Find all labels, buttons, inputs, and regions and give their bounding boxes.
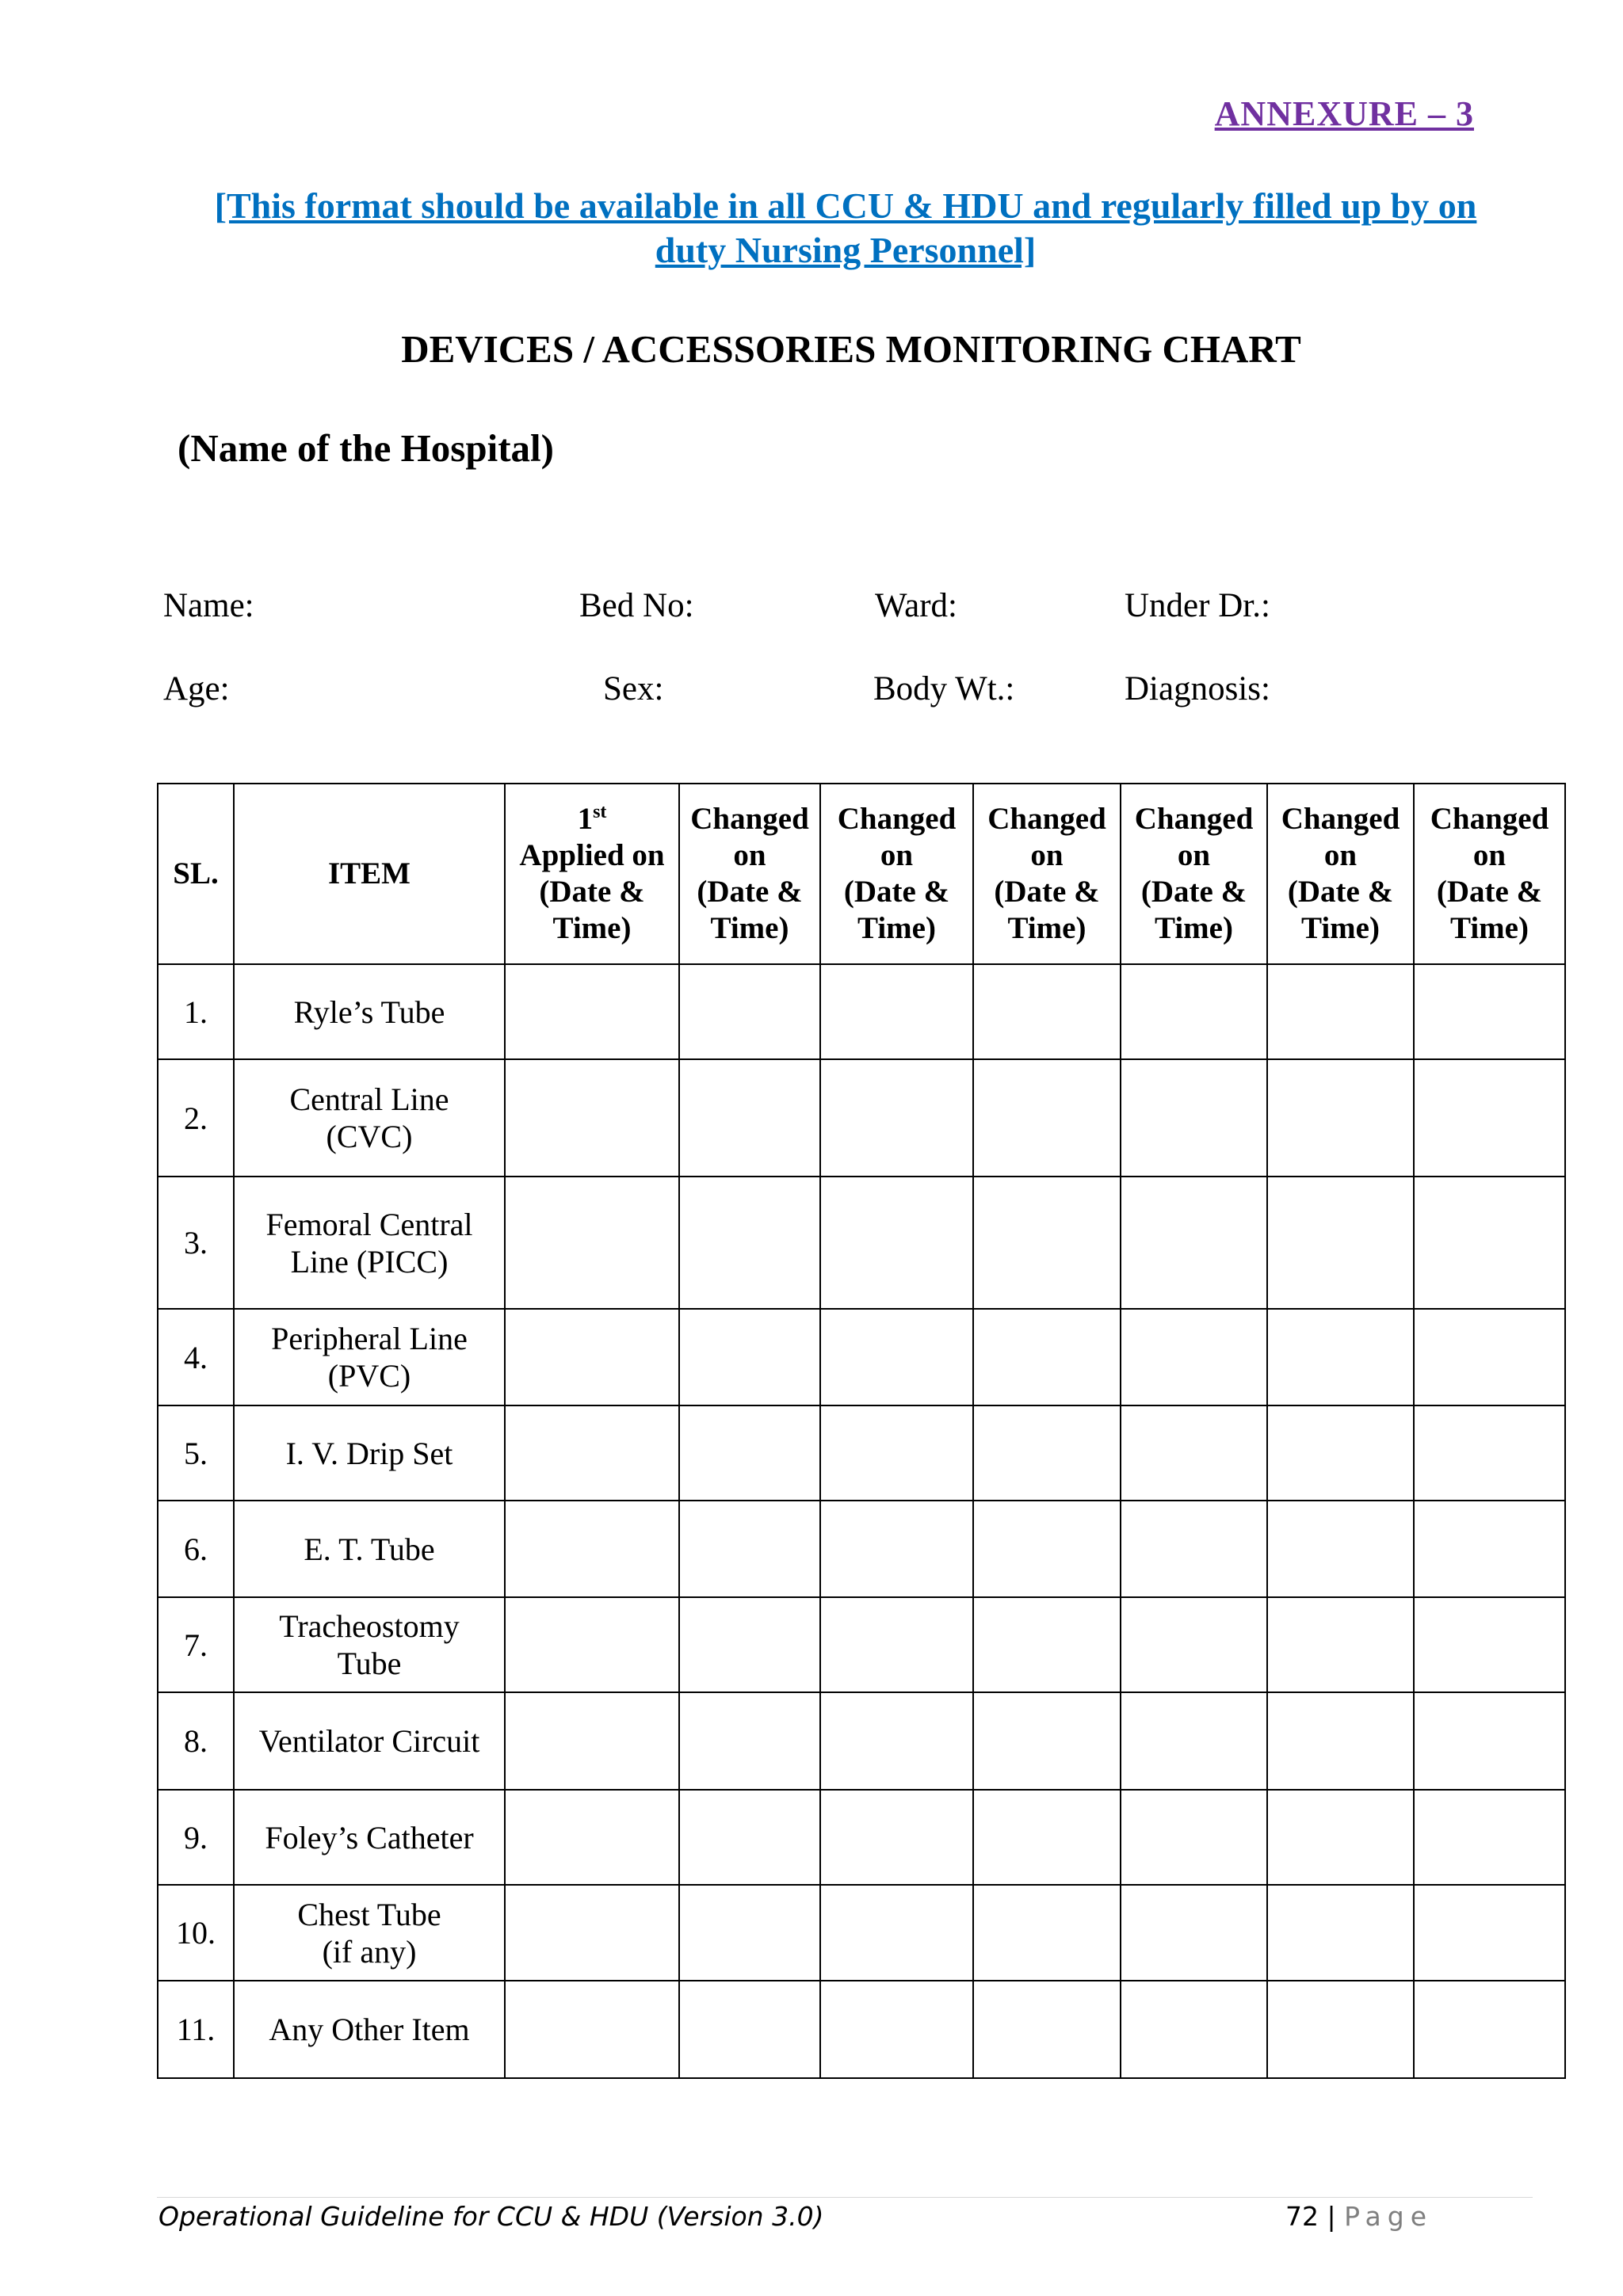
changed-on-entry-cell[interactable] xyxy=(1121,1981,1267,2078)
changed-on-entry-cell[interactable] xyxy=(820,1405,973,1501)
item-cell xyxy=(234,1501,505,1597)
header-item-label: ITEM xyxy=(327,856,411,891)
footer-page-info xyxy=(1285,2201,1433,2232)
changed-on-entry-cell[interactable] xyxy=(1267,1501,1414,1597)
under-dr-field: Under Dr.: xyxy=(1125,587,1270,624)
item-cell xyxy=(234,1885,505,1981)
changed-on-entry-cell[interactable] xyxy=(1267,1692,1414,1790)
changed-on-entry-cell[interactable] xyxy=(1414,1790,1565,1885)
changed-on-entry-cell[interactable] xyxy=(1121,1309,1267,1405)
changed-on-entry-cell[interactable] xyxy=(679,1981,820,2078)
table-row xyxy=(158,1405,1565,1501)
changed-on-entry-cell[interactable] xyxy=(1414,1309,1565,1405)
table-row xyxy=(158,964,1565,1059)
changed-on-entry-cell[interactable] xyxy=(1267,1790,1414,1885)
changed-on-entry-cell[interactable] xyxy=(973,1309,1121,1405)
changed-on-entry-cell[interactable] xyxy=(1267,1885,1414,1981)
header-changed-line-2: on xyxy=(1177,838,1211,872)
header-first-number: 1 xyxy=(577,802,594,836)
changed-on-entry-cell[interactable] xyxy=(679,1059,820,1177)
header-changed-line-2: on xyxy=(1030,838,1064,872)
changed-on-entry-cell[interactable] xyxy=(1121,1790,1267,1885)
item-cell xyxy=(234,1981,505,2078)
changed-on-entry-cell[interactable] xyxy=(1267,1405,1414,1501)
first-applied-entry-cell[interactable] xyxy=(505,1059,679,1177)
changed-on-entry-cell[interactable] xyxy=(820,1692,973,1790)
changed-on-entry-cell[interactable] xyxy=(1414,1501,1565,1597)
first-applied-entry-cell[interactable] xyxy=(505,1501,679,1597)
table-row xyxy=(158,1177,1565,1309)
header-sl xyxy=(158,784,234,964)
changed-on-entry-cell[interactable] xyxy=(1267,1981,1414,2078)
header-changed-line-2: on xyxy=(1323,838,1358,872)
footer-divider xyxy=(157,2197,1533,2198)
page-word: Page xyxy=(1344,2201,1434,2232)
sl-cell: 11. xyxy=(158,1981,234,2078)
item-name-line-2: (if any) xyxy=(322,1933,417,1970)
item-name-line-1: I. V. Drip Set xyxy=(285,1435,453,1471)
item-cell xyxy=(234,1177,505,1309)
header-changed-4 xyxy=(1121,784,1267,964)
header-changed-line-4: Time) xyxy=(1301,911,1380,945)
changed-on-entry-cell[interactable] xyxy=(973,1981,1121,2078)
first-applied-entry-cell[interactable] xyxy=(505,1885,679,1981)
changed-on-entry-cell[interactable] xyxy=(679,1177,820,1309)
item-name-line-1: E. T. Tube xyxy=(304,1531,435,1567)
changed-on-entry-cell[interactable] xyxy=(820,1790,973,1885)
item-cell xyxy=(234,1405,505,1501)
changed-on-entry-cell[interactable] xyxy=(973,1059,1121,1177)
header-changed-line-1: Changed xyxy=(1134,802,1254,836)
name-field: Name: xyxy=(163,587,254,624)
changed-on-entry-cell[interactable] xyxy=(679,1692,820,1790)
changed-on-entry-cell[interactable] xyxy=(820,1597,973,1692)
first-applied-entry-cell[interactable] xyxy=(505,964,679,1059)
first-applied-entry-cell[interactable] xyxy=(505,1405,679,1501)
changed-on-entry-cell[interactable] xyxy=(973,964,1121,1059)
footer-document-title: Operational Guideline for CCU & HDU (Version 3.0) xyxy=(158,2201,824,2232)
changed-on-entry-cell[interactable] xyxy=(1121,964,1267,1059)
header-changed-line-1: Changed xyxy=(690,802,809,836)
changed-on-entry-cell[interactable] xyxy=(679,1597,820,1692)
item-cell xyxy=(234,1692,505,1790)
sl-cell: 10. xyxy=(158,1885,234,1981)
changed-on-entry-cell[interactable] xyxy=(1414,1885,1565,1981)
sex-field: Sex: xyxy=(603,670,664,707)
changed-on-entry-cell[interactable] xyxy=(1121,1692,1267,1790)
header-first-line-4: Time) xyxy=(552,911,632,945)
sl-cell: 1. xyxy=(158,964,234,1059)
changed-on-entry-cell[interactable] xyxy=(1267,1309,1414,1405)
instruction-note-line-2: duty Nursing Personnel] xyxy=(655,230,1037,270)
changed-on-entry-cell[interactable] xyxy=(820,1309,973,1405)
item-cell xyxy=(234,964,505,1059)
table-row xyxy=(158,1597,1565,1692)
header-changed-line-1: Changed xyxy=(837,802,957,836)
changed-on-entry-cell[interactable] xyxy=(973,1597,1121,1692)
table-row xyxy=(158,1885,1565,1981)
page-separator: | xyxy=(1327,2201,1336,2232)
header-changed-line-1: Changed xyxy=(987,802,1106,836)
table-row xyxy=(158,1790,1565,1885)
changed-on-entry-cell[interactable] xyxy=(1414,1981,1565,2078)
header-changed-line-4: Time) xyxy=(857,911,936,945)
page-number: 72 xyxy=(1285,2201,1319,2232)
item-name-line-1: Central Line xyxy=(289,1081,449,1117)
first-applied-entry-cell[interactable] xyxy=(505,1692,679,1790)
changed-on-entry-cell[interactable] xyxy=(1414,1597,1565,1692)
header-changed-line-3: (Date & xyxy=(994,875,1100,909)
changed-on-entry-cell[interactable] xyxy=(1414,1405,1565,1501)
changed-on-entry-cell[interactable] xyxy=(1267,964,1414,1059)
age-field: Age: xyxy=(163,670,230,707)
item-cell xyxy=(234,1059,505,1177)
first-applied-entry-cell[interactable] xyxy=(505,1597,679,1692)
table-header-row xyxy=(158,784,1565,964)
table-row xyxy=(158,1692,1565,1790)
item-name-line-2: Line (PICC) xyxy=(290,1243,449,1280)
table-row xyxy=(158,1059,1565,1177)
monitoring-table xyxy=(157,783,1566,2079)
item-cell xyxy=(234,1309,505,1405)
changed-on-entry-cell[interactable] xyxy=(679,964,820,1059)
changed-on-entry-cell[interactable] xyxy=(973,1177,1121,1309)
changed-on-entry-cell[interactable] xyxy=(1121,1059,1267,1177)
changed-on-entry-cell[interactable] xyxy=(679,1309,820,1405)
changed-on-entry-cell[interactable] xyxy=(679,1405,820,1501)
changed-on-entry-cell[interactable] xyxy=(679,1885,820,1981)
sl-cell: 6. xyxy=(158,1501,234,1597)
header-changed-5 xyxy=(1267,784,1414,964)
sl-cell: 7. xyxy=(158,1597,234,1692)
header-changed-line-3: (Date & xyxy=(1287,875,1394,909)
changed-on-entry-cell[interactable] xyxy=(1414,1059,1565,1177)
item-name-line-1: Foley’s Catheter xyxy=(265,1819,474,1855)
header-sl-label: SL. xyxy=(173,856,219,891)
header-changed-line-3: (Date & xyxy=(697,875,803,909)
item-name-line-2: Tube xyxy=(337,1646,402,1681)
header-changed-line-1: Changed xyxy=(1281,802,1400,836)
header-first-applied xyxy=(505,784,679,964)
header-first-suffix: st xyxy=(593,802,607,822)
item-name-line-1: Ryle’s Tube xyxy=(293,994,445,1030)
item-name-line-1: Tracheostomy xyxy=(279,1608,460,1644)
item-name-line-2: (PVC) xyxy=(327,1358,411,1394)
header-changed-line-4: Time) xyxy=(1155,911,1233,945)
changed-on-entry-cell[interactable] xyxy=(1121,1597,1267,1692)
body-wt-field: Body Wt.: xyxy=(873,670,1015,707)
header-first-line-3: (Date & xyxy=(539,875,645,909)
changed-on-entry-cell[interactable] xyxy=(1121,1501,1267,1597)
header-changed-1 xyxy=(679,784,820,964)
item-cell xyxy=(234,1790,505,1885)
header-item xyxy=(234,784,505,964)
diagnosis-field: Diagnosis: xyxy=(1125,670,1270,707)
header-changed-line-2: on xyxy=(1472,838,1507,872)
changed-on-entry-cell[interactable] xyxy=(1121,1885,1267,1981)
header-changed-line-4: Time) xyxy=(710,911,789,945)
changed-on-entry-cell[interactable] xyxy=(820,1059,973,1177)
changed-on-entry-cell[interactable] xyxy=(973,1692,1121,1790)
table-row xyxy=(158,1309,1565,1405)
hospital-name: (Name of the Hospital) xyxy=(178,426,554,470)
item-name-line-1: Any Other Item xyxy=(269,2012,470,2047)
header-changed-6 xyxy=(1414,784,1565,964)
header-changed-3 xyxy=(973,784,1121,964)
item-name-line-1: Femoral Central xyxy=(265,1206,473,1242)
changed-on-entry-cell[interactable] xyxy=(679,1790,820,1885)
item-name-line-1: Peripheral Line xyxy=(271,1321,468,1356)
sl-cell: 5. xyxy=(158,1405,234,1501)
ward-field: Ward: xyxy=(875,587,957,624)
sl-cell: 3. xyxy=(158,1177,234,1309)
changed-on-entry-cell[interactable] xyxy=(679,1501,820,1597)
changed-on-entry-cell[interactable] xyxy=(820,964,973,1059)
instruction-note-line-1: [This format should be available in all CCU & HDU and regularly filled up by on xyxy=(214,185,1477,226)
changed-on-entry-cell[interactable] xyxy=(973,1405,1121,1501)
header-changed-line-3: (Date & xyxy=(843,875,950,909)
changed-on-entry-cell[interactable] xyxy=(973,1885,1121,1981)
changed-on-entry-cell[interactable] xyxy=(973,1501,1121,1597)
changed-on-entry-cell[interactable] xyxy=(820,1177,973,1309)
first-applied-entry-cell[interactable] xyxy=(505,1177,679,1309)
header-first-line-2: Applied on xyxy=(519,838,665,872)
table-row xyxy=(158,1981,1565,2078)
item-name-line-1: Ventilator Circuit xyxy=(258,1723,480,1759)
changed-on-entry-cell[interactable] xyxy=(1267,1177,1414,1309)
sl-cell: 8. xyxy=(158,1692,234,1790)
header-changed-line-2: on xyxy=(733,838,766,872)
first-applied-entry-cell[interactable] xyxy=(505,1309,679,1405)
first-applied-entry-cell[interactable] xyxy=(505,1790,679,1885)
table-row xyxy=(158,1501,1565,1597)
changed-on-entry-cell[interactable] xyxy=(1121,1177,1267,1309)
header-changed-line-3: (Date & xyxy=(1436,875,1543,909)
changed-on-entry-cell[interactable] xyxy=(1414,964,1565,1059)
bed-no-field: Bed No: xyxy=(579,587,694,624)
changed-on-entry-cell[interactable] xyxy=(1267,1597,1414,1692)
changed-on-entry-cell[interactable] xyxy=(820,1501,973,1597)
changed-on-entry-cell[interactable] xyxy=(1121,1405,1267,1501)
first-applied-entry-cell[interactable] xyxy=(505,1981,679,2078)
header-first-line xyxy=(506,801,678,837)
header-changed-line-4: Time) xyxy=(1007,911,1086,945)
header-changed-line-3: (Date & xyxy=(1140,875,1247,909)
changed-on-entry-cell[interactable] xyxy=(1414,1177,1565,1309)
header-changed-line-1: Changed xyxy=(1430,802,1549,836)
instruction-note xyxy=(157,184,1534,273)
sl-cell: 9. xyxy=(158,1790,234,1885)
changed-on-entry-cell[interactable] xyxy=(973,1790,1121,1885)
changed-on-entry-cell[interactable] xyxy=(1267,1059,1414,1177)
changed-on-entry-cell[interactable] xyxy=(820,1981,973,2078)
item-name-line-2: (CVC) xyxy=(326,1119,413,1154)
sl-cell: 2. xyxy=(158,1059,234,1177)
table-body xyxy=(158,964,1565,2078)
sl-cell: 4. xyxy=(158,1309,234,1405)
changed-on-entry-cell[interactable] xyxy=(820,1885,973,1981)
header-changed-line-4: Time) xyxy=(1450,911,1529,945)
chart-title: DEVICES / ACCESSORIES MONITORING CHART xyxy=(401,327,1301,371)
header-changed-line-2: on xyxy=(880,838,914,872)
header-changed-2 xyxy=(820,784,973,964)
item-cell xyxy=(234,1597,505,1692)
changed-on-entry-cell[interactable] xyxy=(1414,1692,1565,1790)
item-name-line-1: Chest Tube xyxy=(297,1896,441,1932)
annexure-label: ANNEXURE – 3 xyxy=(1214,94,1474,133)
